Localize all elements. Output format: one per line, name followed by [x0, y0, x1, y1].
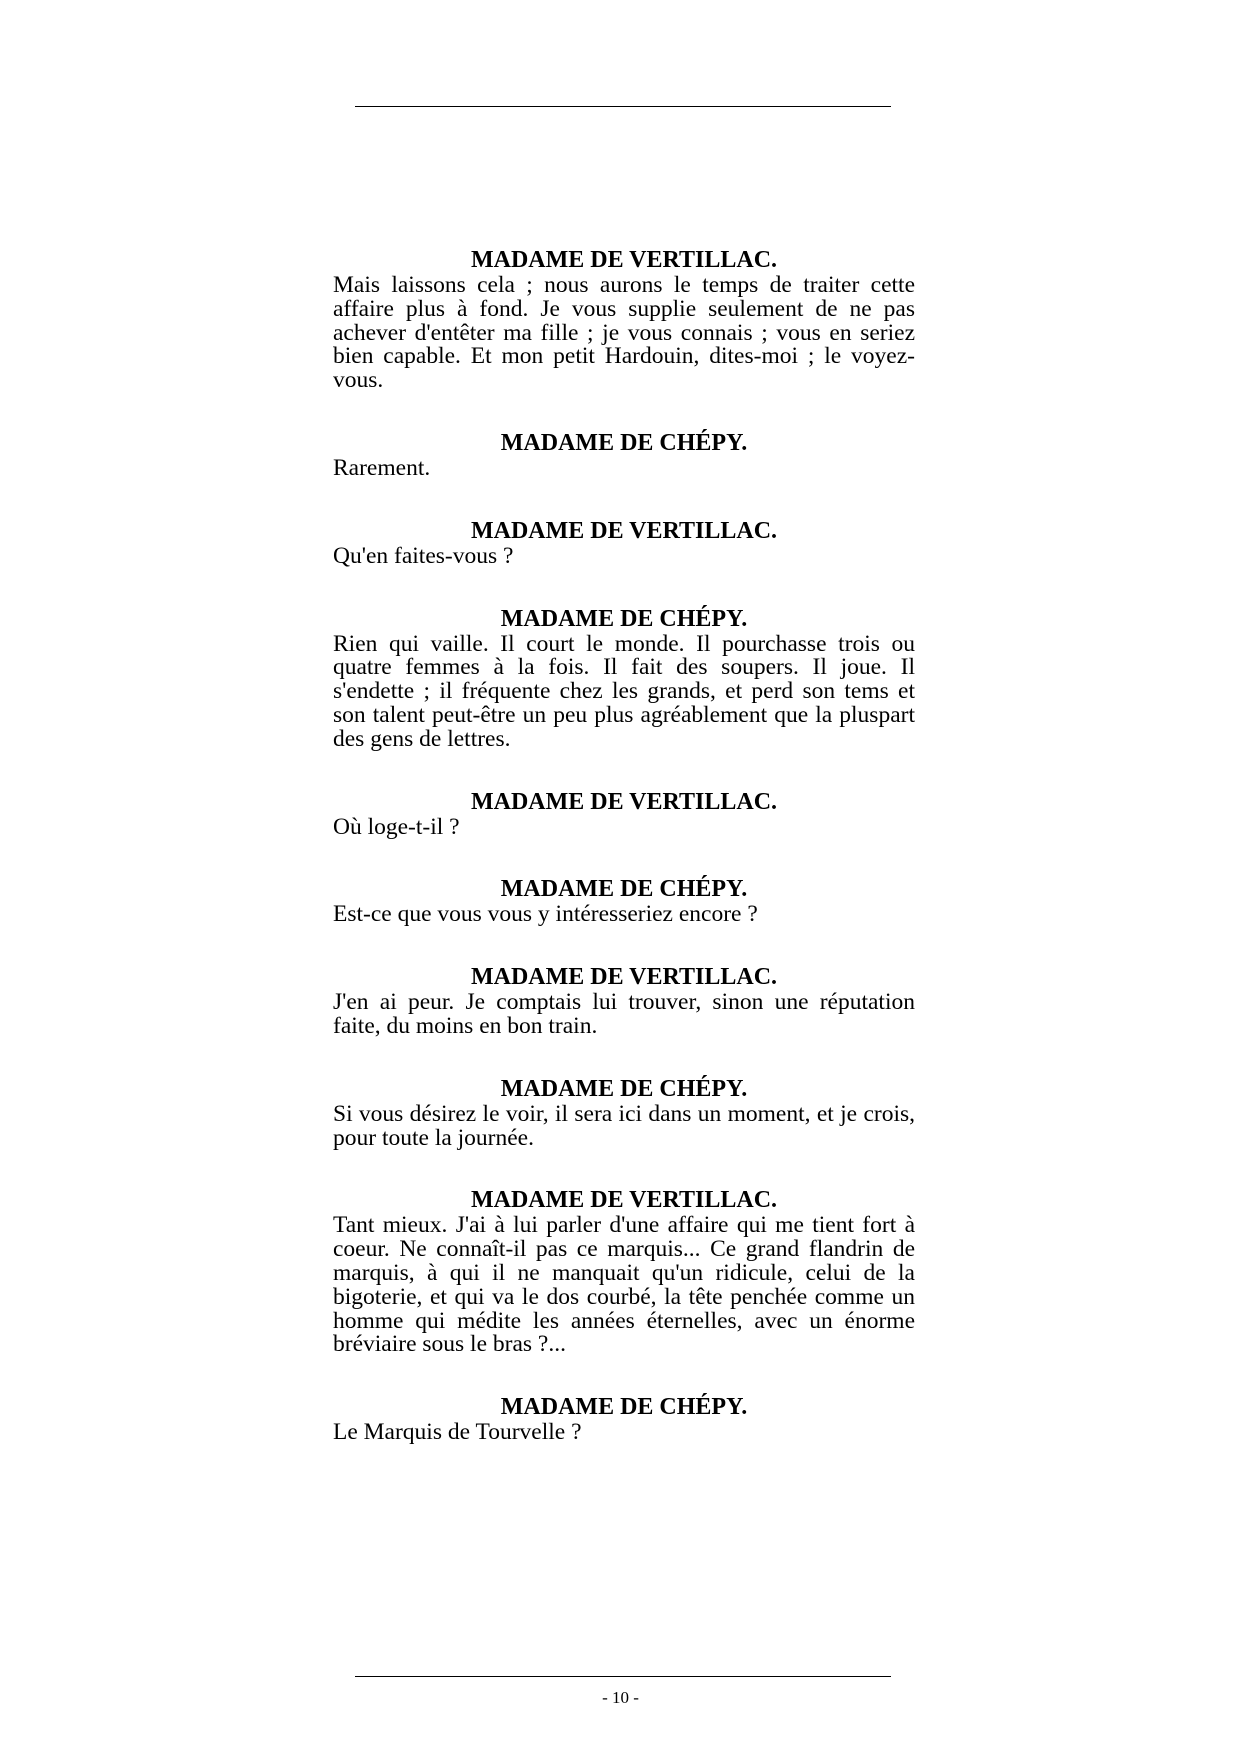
speech-text: Est-ce que vous vous y intéresseriez encore ?: [333, 901, 758, 928]
speech-text: Mais laissons cela ; nous aurons le temps de traiter cette affaire plus à fond. Je vous supplie seulement de ne pas achever d'entêter ma fille ; je vous connais ; vous en seriez bien capable. Et mon petit Hardouin, dites-moi ; le voyez-vous.: [333, 272, 915, 394]
speaker-name: MADAME DE CHÉPY.: [500, 429, 748, 456]
dialogue-block: [333, 1075, 915, 1151]
header-rule: [355, 106, 891, 107]
dialogue-block: [333, 605, 915, 752]
page-number: - 10 -: [602, 1688, 639, 1707]
dialogue-block: [333, 1186, 915, 1357]
speech-text: J'en ai peur. Je comptais lui trouver, sinon une réputation faite, du moins en bon train.: [333, 989, 915, 1039]
footer-rule: [355, 1676, 891, 1677]
speech-text: Rarement.: [333, 454, 431, 481]
speaker-name: MADAME DE VERTILLAC.: [470, 1187, 778, 1214]
speaker-name: MADAME DE CHÉPY.: [500, 1075, 748, 1102]
dialogue-block: [333, 963, 915, 1039]
speaker-name: MADAME DE CHÉPY.: [500, 605, 748, 632]
speaker-name: MADAME DE CHÉPY.: [500, 1394, 748, 1421]
dialogue-block: [333, 875, 915, 927]
play-text: [333, 246, 915, 1481]
speech-text: Le Marquis de Tourvelle ?: [333, 1419, 582, 1446]
speech-text: Si vous désirez le voir, il sera ici dans un moment, et je crois, pour toute la journée.: [333, 1100, 915, 1151]
speech-text: Rien qui vaille. Il court le monde. Il pourchasse trois ou quatre femmes à la fois. Il fait des soupers. Il joue. Il s'endette ; il fréquente chez les grands, et perd son tems et son talent peut-être un peu plus agréablement que la pluspart des gens de lettres.: [333, 630, 915, 752]
speaker-name: MADAME DE VERTILLAC.: [470, 964, 778, 991]
speaker-name: MADAME DE VERTILLAC.: [470, 247, 778, 273]
speaker-name: MADAME DE VERTILLAC.: [470, 517, 778, 544]
dialogue-block: [333, 246, 915, 393]
speech-text: Tant mieux. J'ai à lui parler d'une affaire qui me tient fort à coeur. Ne connaît-il pas ce marquis... Ce grand flandrin de marquis, à qui il ne manquait qu'un ridicule, celui de la bigoterie, et qui va le dos courbé, la tête penchée comme un homme qui médite les années éternelles, avec un énorme bréviaire sous le bras ?...: [333, 1212, 915, 1358]
speech-text: Qu'en faites-vous ?: [333, 542, 514, 569]
speech-text: Où loge-t-il ?: [333, 813, 460, 840]
speaker-name: MADAME DE VERTILLAC.: [470, 788, 778, 815]
dialogue-block: [333, 429, 915, 481]
dialogue-block: [333, 517, 915, 569]
dialogue-block: [333, 1393, 915, 1445]
dialogue-block: [333, 788, 915, 840]
speaker-name: MADAME DE CHÉPY.: [500, 876, 748, 903]
